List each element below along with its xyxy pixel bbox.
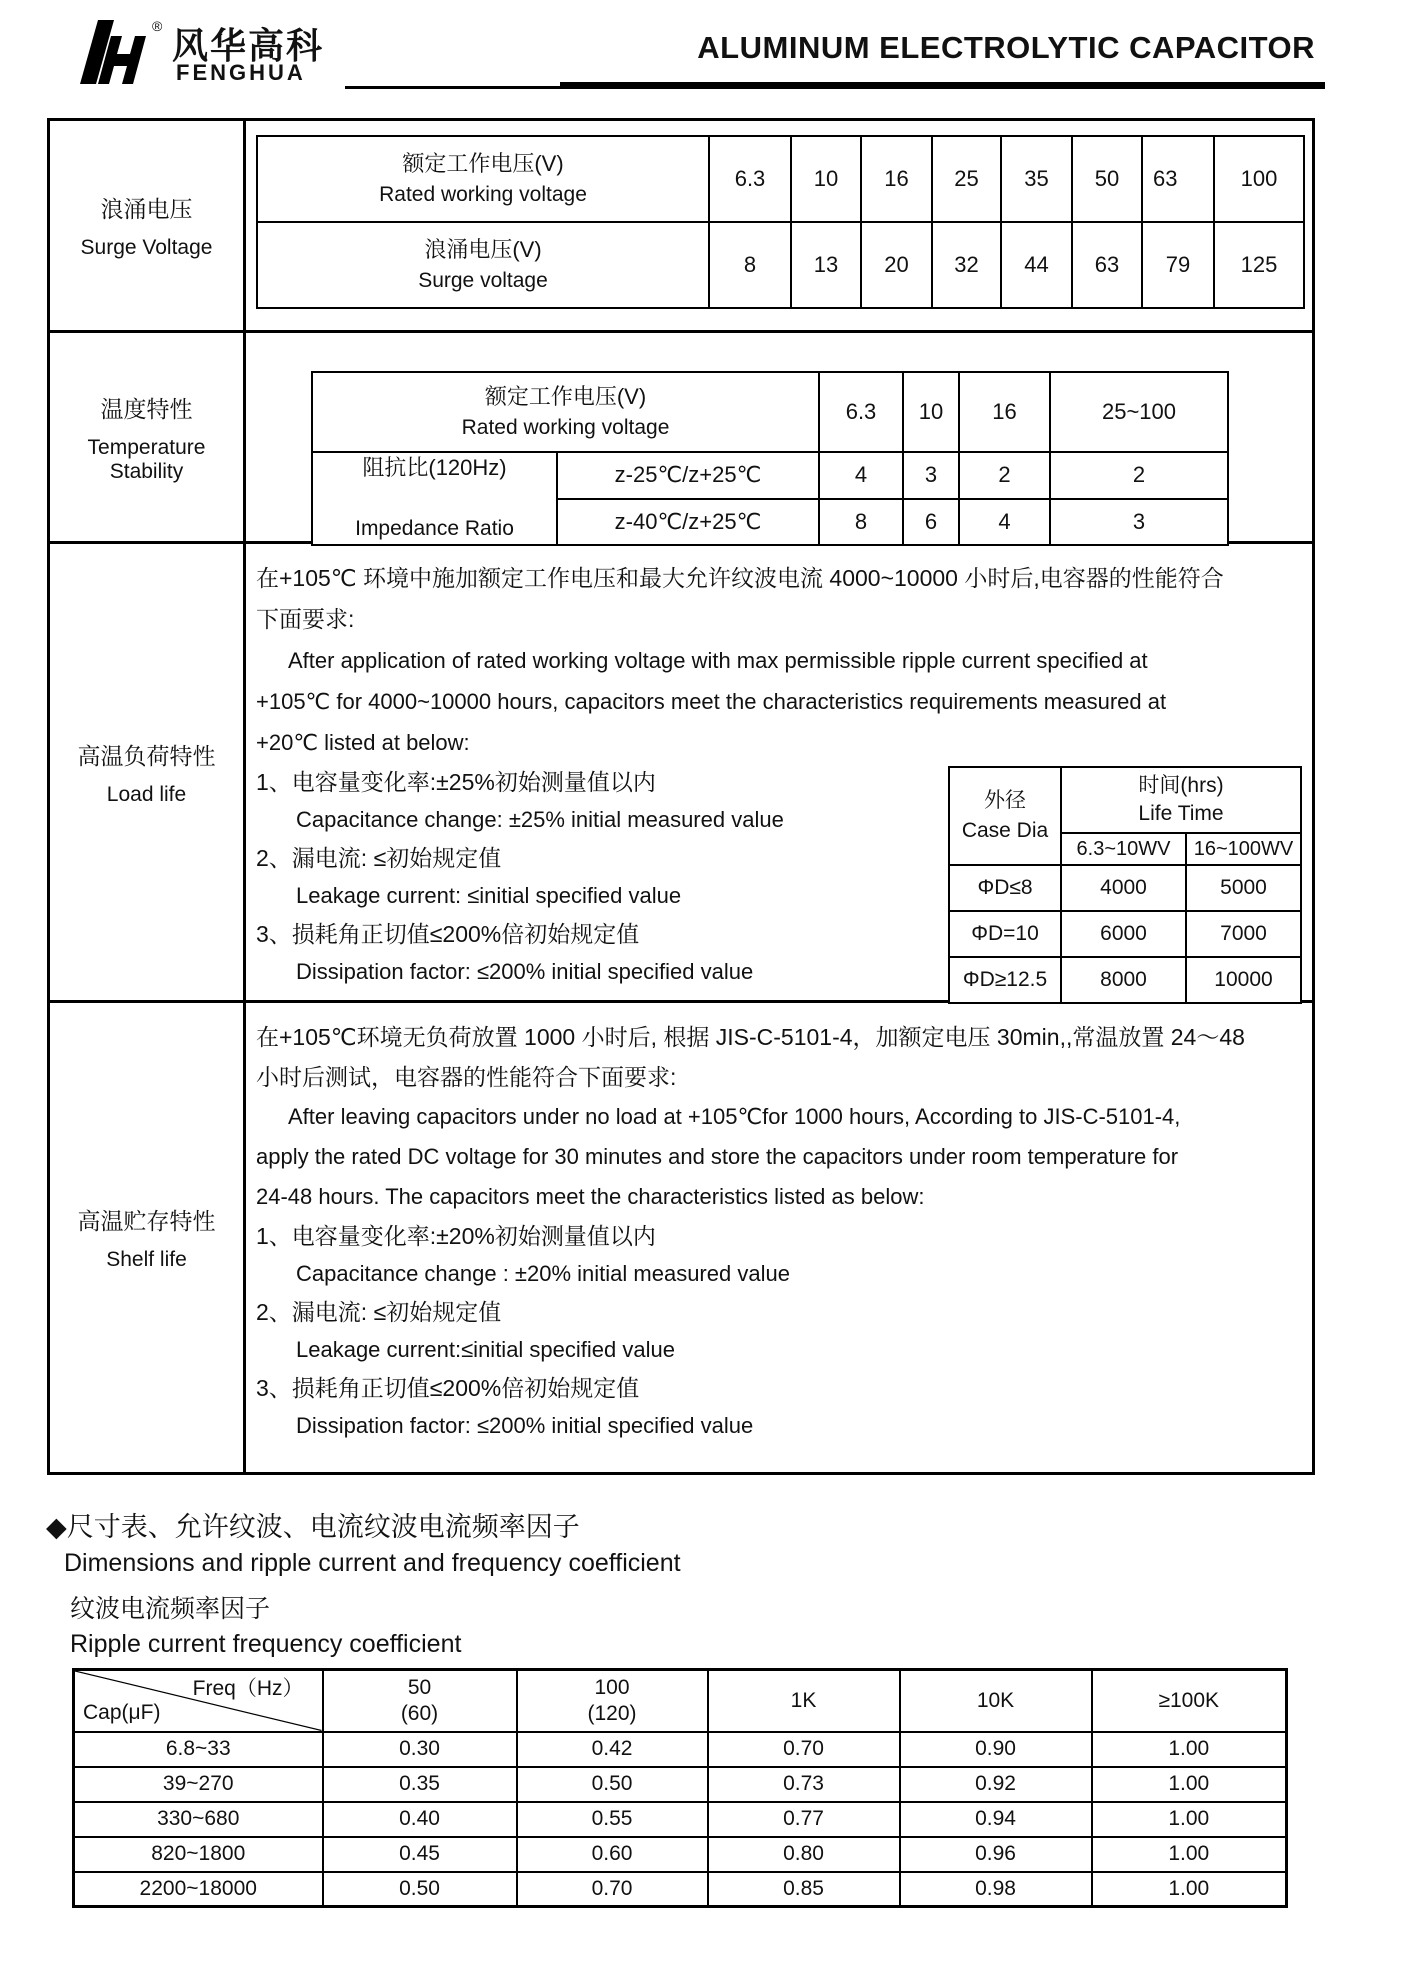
logo-chinese-name: 风华高科 (172, 25, 325, 66)
life-hours-high: 5000 (1186, 865, 1301, 911)
load-life-label-en: Load life (106, 782, 187, 806)
ripple-coefficient-heading-cn: 纹波电流频率因子 (70, 1595, 271, 1623)
shelf-life-label-en: Shelf life (106, 1248, 187, 1271)
temperature-rated-voltage-label (312, 372, 819, 452)
freq-table-row (74, 1732, 1287, 1767)
life-time-col-high: 16~100WV (1186, 833, 1301, 865)
life-hours-low: 4000 (1061, 865, 1186, 911)
shelf-life-item2-en: Leakage current:≤initial specified value (296, 1337, 675, 1362)
case-dia-label-cn: 外径 (984, 789, 1026, 812)
coefficient-value: 0.80 (708, 1837, 900, 1872)
impedance-condition: z-40℃/z+25℃ (557, 499, 819, 546)
coefficient-value: 0.90 (900, 1732, 1092, 1767)
header-rule-thin (345, 86, 563, 89)
coefficient-value: 0.98 (900, 1872, 1092, 1907)
temperature-header-row (312, 372, 1228, 452)
coefficient-value: 0.92 (900, 1767, 1092, 1802)
freq-axis-label: Freq（Hz） (192, 1677, 304, 1700)
shelf-life-item3-cn: 3、损耗角正切值≤200%倍初始规定值 (256, 1375, 640, 1401)
coefficient-value: 0.85 (708, 1872, 900, 1907)
header-rule-thick (560, 82, 1325, 89)
cap-axis-label: Cap(μF) (83, 1700, 161, 1724)
surge-voltage-value: 32 (932, 222, 1001, 308)
life-time-label-cn: 时间(hrs) (1138, 774, 1224, 797)
coefficient-value: 0.96 (900, 1837, 1092, 1872)
coefficient-value: 0.70 (517, 1872, 708, 1907)
life-time-label-en: Life Time (1138, 802, 1224, 825)
registered-trademark-symbol: ® (152, 18, 163, 34)
section-load-life (50, 541, 1312, 1000)
load-life-intro-en-1: After application of rated working voltage with max permissible ripple current specified at (288, 648, 1148, 673)
ripple-coefficient-heading-en: Ripple current frequency coefficient (70, 1630, 462, 1658)
impedance-value: 8 (819, 499, 903, 546)
temperature-section-label (50, 333, 246, 541)
rated-voltage-value: 16 (861, 136, 932, 222)
cap-range: 330~680 (74, 1802, 323, 1837)
rated-voltage-value: 63 (1142, 136, 1214, 222)
temperature-rated-voltage-label-cn: 额定工作电压(V) (484, 383, 647, 409)
life-hours-high: 7000 (1186, 911, 1301, 957)
load-life-section-label (50, 544, 246, 1000)
coefficient-value: 1.00 (1092, 1732, 1287, 1767)
section-temperature-stability (50, 330, 1312, 541)
freq-table-row (74, 1872, 1287, 1907)
freq-header-line2: (120) (587, 1701, 637, 1725)
shelf-life-section-label (50, 1003, 246, 1472)
section-shelf-life (50, 1000, 1312, 1472)
temperature-voltage-col: 25~100 (1050, 372, 1228, 452)
shelf-life-item1-cn: 1、电容量变化率:±20%初始测量值以内 (256, 1223, 656, 1249)
freq-col-header: 10K (900, 1670, 1092, 1732)
life-time-col-low: 6.3~10WV (1061, 833, 1186, 865)
coefficient-value: 1.00 (1092, 1837, 1287, 1872)
ripple-frequency-coefficient-table (72, 1668, 1288, 1908)
load-life-item2-cn: 2、漏电流: ≤初始规定值 (256, 845, 502, 871)
impedance-ratio-label-en: Impedance Ratio (355, 517, 514, 540)
coefficient-value: 0.73 (708, 1767, 900, 1802)
rated-voltage-label-cn: 额定工作电压(V) (402, 150, 564, 176)
coefficient-value: 0.30 (323, 1732, 517, 1767)
surge-voltage-value: 63 (1072, 222, 1142, 308)
coefficient-value: 0.35 (323, 1767, 517, 1802)
coefficient-value: 1.00 (1092, 1872, 1287, 1907)
load-life-intro-cn-1: 在+105℃ 环境中施加额定工作电压和最大允许纹波电流 4000~10000 小时后,电容器的性能符合 (256, 565, 1224, 591)
case-dia-label (949, 767, 1061, 865)
surge-voltage-value: 44 (1001, 222, 1072, 308)
rated-voltage-value: 10 (791, 136, 861, 222)
temperature-voltage-col: 16 (959, 372, 1050, 452)
life-time-header-row (949, 767, 1301, 833)
load-life-intro-cn-2: 下面要求: (256, 606, 355, 632)
surge-voltage-value: 13 (791, 222, 861, 308)
impedance-condition: z-25℃/z+25℃ (557, 452, 819, 499)
surge-section-body (246, 121, 1312, 330)
surge-voltage-value: 20 (861, 222, 932, 308)
surge-voltage-value: 125 (1214, 222, 1304, 308)
coefficient-value: 0.45 (323, 1837, 517, 1872)
temperature-rated-voltage-label-en: Rated working voltage (461, 415, 670, 439)
load-life-item1-en: Capacitance change: ±25% initial measured value (296, 807, 784, 832)
freq-header-line1: 50 (407, 1675, 432, 1699)
shelf-life-intro-en-2: apply the rated DC voltage for 30 minutes and store the capacitors under room temperature for (256, 1144, 1179, 1169)
rated-voltage-value: 100 (1214, 136, 1304, 222)
life-hours-low: 8000 (1061, 957, 1186, 1003)
load-life-item3-cn: 3、损耗角正切值≤200%倍初始规定值 (256, 921, 640, 947)
load-life-item3-en: Dissipation factor: ≤200% initial specified value (296, 959, 754, 984)
load-life-intro-en-3: +20℃ listed at below: (256, 730, 470, 755)
cap-range: 6.8~33 (74, 1732, 323, 1767)
cap-range: 39~270 (74, 1767, 323, 1802)
coefficient-value: 0.77 (708, 1802, 900, 1837)
life-hours-high: 10000 (1186, 957, 1301, 1003)
coefficient-value: 0.60 (517, 1837, 708, 1872)
life-time-row (949, 911, 1301, 957)
temperature-label-cn: 温度特性 (100, 395, 193, 422)
freq-header-line2: (60) (400, 1701, 439, 1725)
load-life-section-body (246, 544, 1312, 1000)
impedance-ratio-label-cn: 阻抗比(120Hz) (362, 455, 507, 480)
life-time-row (949, 957, 1301, 1003)
impedance-value: 3 (903, 452, 959, 499)
dimensions-heading-cn: ◆尺寸表、允许纹波、电流纹波电流频率因子 (46, 1512, 580, 1542)
coefficient-value: 0.70 (708, 1732, 900, 1767)
life-hours-low: 6000 (1061, 911, 1186, 957)
life-time-row (949, 865, 1301, 911)
coefficient-value: 0.40 (323, 1802, 517, 1837)
shelf-life-item2-cn: 2、漏电流: ≤初始规定值 (256, 1299, 502, 1325)
coefficient-value: 0.50 (517, 1767, 708, 1802)
shelf-life-intro-en-3: 24-48 hours. The capacitors meet the characteristics listed as below: (256, 1184, 925, 1209)
temperature-voltage-col: 6.3 (819, 372, 903, 452)
shelf-life-intro-cn-1: 在+105℃环境无负荷放置 1000 小时后, 根据 JIS-C-5101-4，加额定电压 30min,,常温放置 24～48 (256, 1024, 1245, 1050)
surge-voltage-table (256, 135, 1305, 309)
impedance-ratio-label (312, 452, 557, 545)
surge-voltage-label-cn: 浪涌电压(V) (424, 236, 542, 262)
load-life-intro-en-2: +105℃ for 4000~10000 hours, capacitors meet the characteristics requirements measured at (256, 689, 1167, 714)
dimensions-heading-en: Dimensions and ripple current and frequency coefficient (64, 1549, 681, 1577)
coefficient-value: 1.00 (1092, 1802, 1287, 1837)
freq-table-header-row (74, 1670, 1287, 1732)
freq-header-line1: 100 (594, 1675, 630, 1699)
temperature-label-en: Temperature Stability (87, 435, 206, 483)
rated-voltage-label-en: Rated working voltage (379, 182, 587, 206)
load-life-item2-en: Leakage current: ≤initial specified value (296, 883, 682, 908)
rated-voltage-value: 35 (1001, 136, 1072, 222)
surge-label-cn: 浪涌电压 (100, 196, 193, 222)
fenghua-logo-icon (68, 20, 148, 89)
case-dia-value: ΦD≥12.5 (949, 957, 1061, 1003)
coefficient-value: 1.00 (1092, 1767, 1287, 1802)
freq-col-header (517, 1670, 708, 1732)
case-dia-label-en: Case Dia (961, 819, 1049, 842)
rated-voltage-value: 6.3 (709, 136, 791, 222)
freq-table-row (74, 1837, 1287, 1872)
surge-voltage-label-en: Surge voltage (418, 268, 548, 292)
shelf-life-item3-en: Dissipation factor: ≤200% initial specified value (296, 1413, 754, 1438)
temperature-voltage-col: 10 (903, 372, 959, 452)
surge-voltage-row (257, 222, 1304, 308)
load-life-label-cn: 高温负荷特性 (77, 742, 216, 769)
shelf-life-item1-en: Capacitance change : ±20% initial measured value (296, 1261, 790, 1286)
impedance-value: 2 (959, 452, 1050, 499)
page-title: ALUMINUM ELECTROLYTIC CAPACITOR (697, 30, 1315, 65)
impedance-value: 4 (959, 499, 1050, 546)
freq-table-row (74, 1767, 1287, 1802)
life-time-table (948, 766, 1302, 1004)
case-dia-value: ΦD=10 (949, 911, 1061, 957)
freq-col-header (323, 1670, 517, 1732)
shelf-life-label-cn: 高温贮存特性 (77, 1208, 216, 1234)
impedance-value: 6 (903, 499, 959, 546)
shelf-life-intro-cn-2: 小时后测试，电容器的性能符合下面要求: (256, 1064, 677, 1090)
coefficient-value: 0.50 (323, 1872, 517, 1907)
freq-cap-corner-cell (74, 1670, 323, 1732)
impedance-value: 2 (1050, 452, 1228, 499)
surge-voltage-row-label (257, 222, 709, 308)
temperature-section-body (246, 333, 1312, 541)
freq-col-header: 1K (708, 1670, 900, 1732)
impedance-ratio-table (311, 371, 1229, 546)
impedance-value: 3 (1050, 499, 1228, 546)
coefficient-value: 0.42 (517, 1732, 708, 1767)
freq-table-row (74, 1802, 1287, 1837)
impedance-value: 4 (819, 452, 903, 499)
characteristics-table (47, 118, 1315, 1475)
rated-voltage-value: 25 (932, 136, 1001, 222)
surge-voltage-value: 79 (1142, 222, 1214, 308)
shelf-life-text (256, 1017, 1306, 1445)
rated-voltage-value: 50 (1072, 136, 1142, 222)
logo-latin-name: FENGHUA (176, 60, 306, 85)
shelf-life-intro-en-1: After leaving capacitors under no load at +105℃for 1000 hours, According to JIS-C-5101-4, (288, 1104, 1181, 1129)
shelf-life-section-body (246, 1003, 1312, 1472)
cap-range: 820~1800 (74, 1837, 323, 1872)
life-time-label (1061, 767, 1301, 833)
freq-col-header: ≥100K (1092, 1670, 1287, 1732)
coefficient-value: 0.94 (900, 1802, 1092, 1837)
rated-voltage-row-label (257, 136, 709, 222)
impedance-row-z25 (312, 452, 1228, 499)
coefficient-value: 0.55 (517, 1802, 708, 1837)
section-surge-voltage (50, 121, 1312, 330)
rated-voltage-row (257, 136, 1304, 222)
load-life-item1-cn: 1、电容量变化率:±25%初始测量值以内 (256, 769, 656, 795)
surge-label-en: Surge Voltage (80, 236, 213, 259)
surge-voltage-value: 8 (709, 222, 791, 308)
case-dia-value: ΦD≤8 (949, 865, 1061, 911)
surge-section-label (50, 121, 246, 330)
cap-range: 2200~18000 (74, 1872, 323, 1907)
